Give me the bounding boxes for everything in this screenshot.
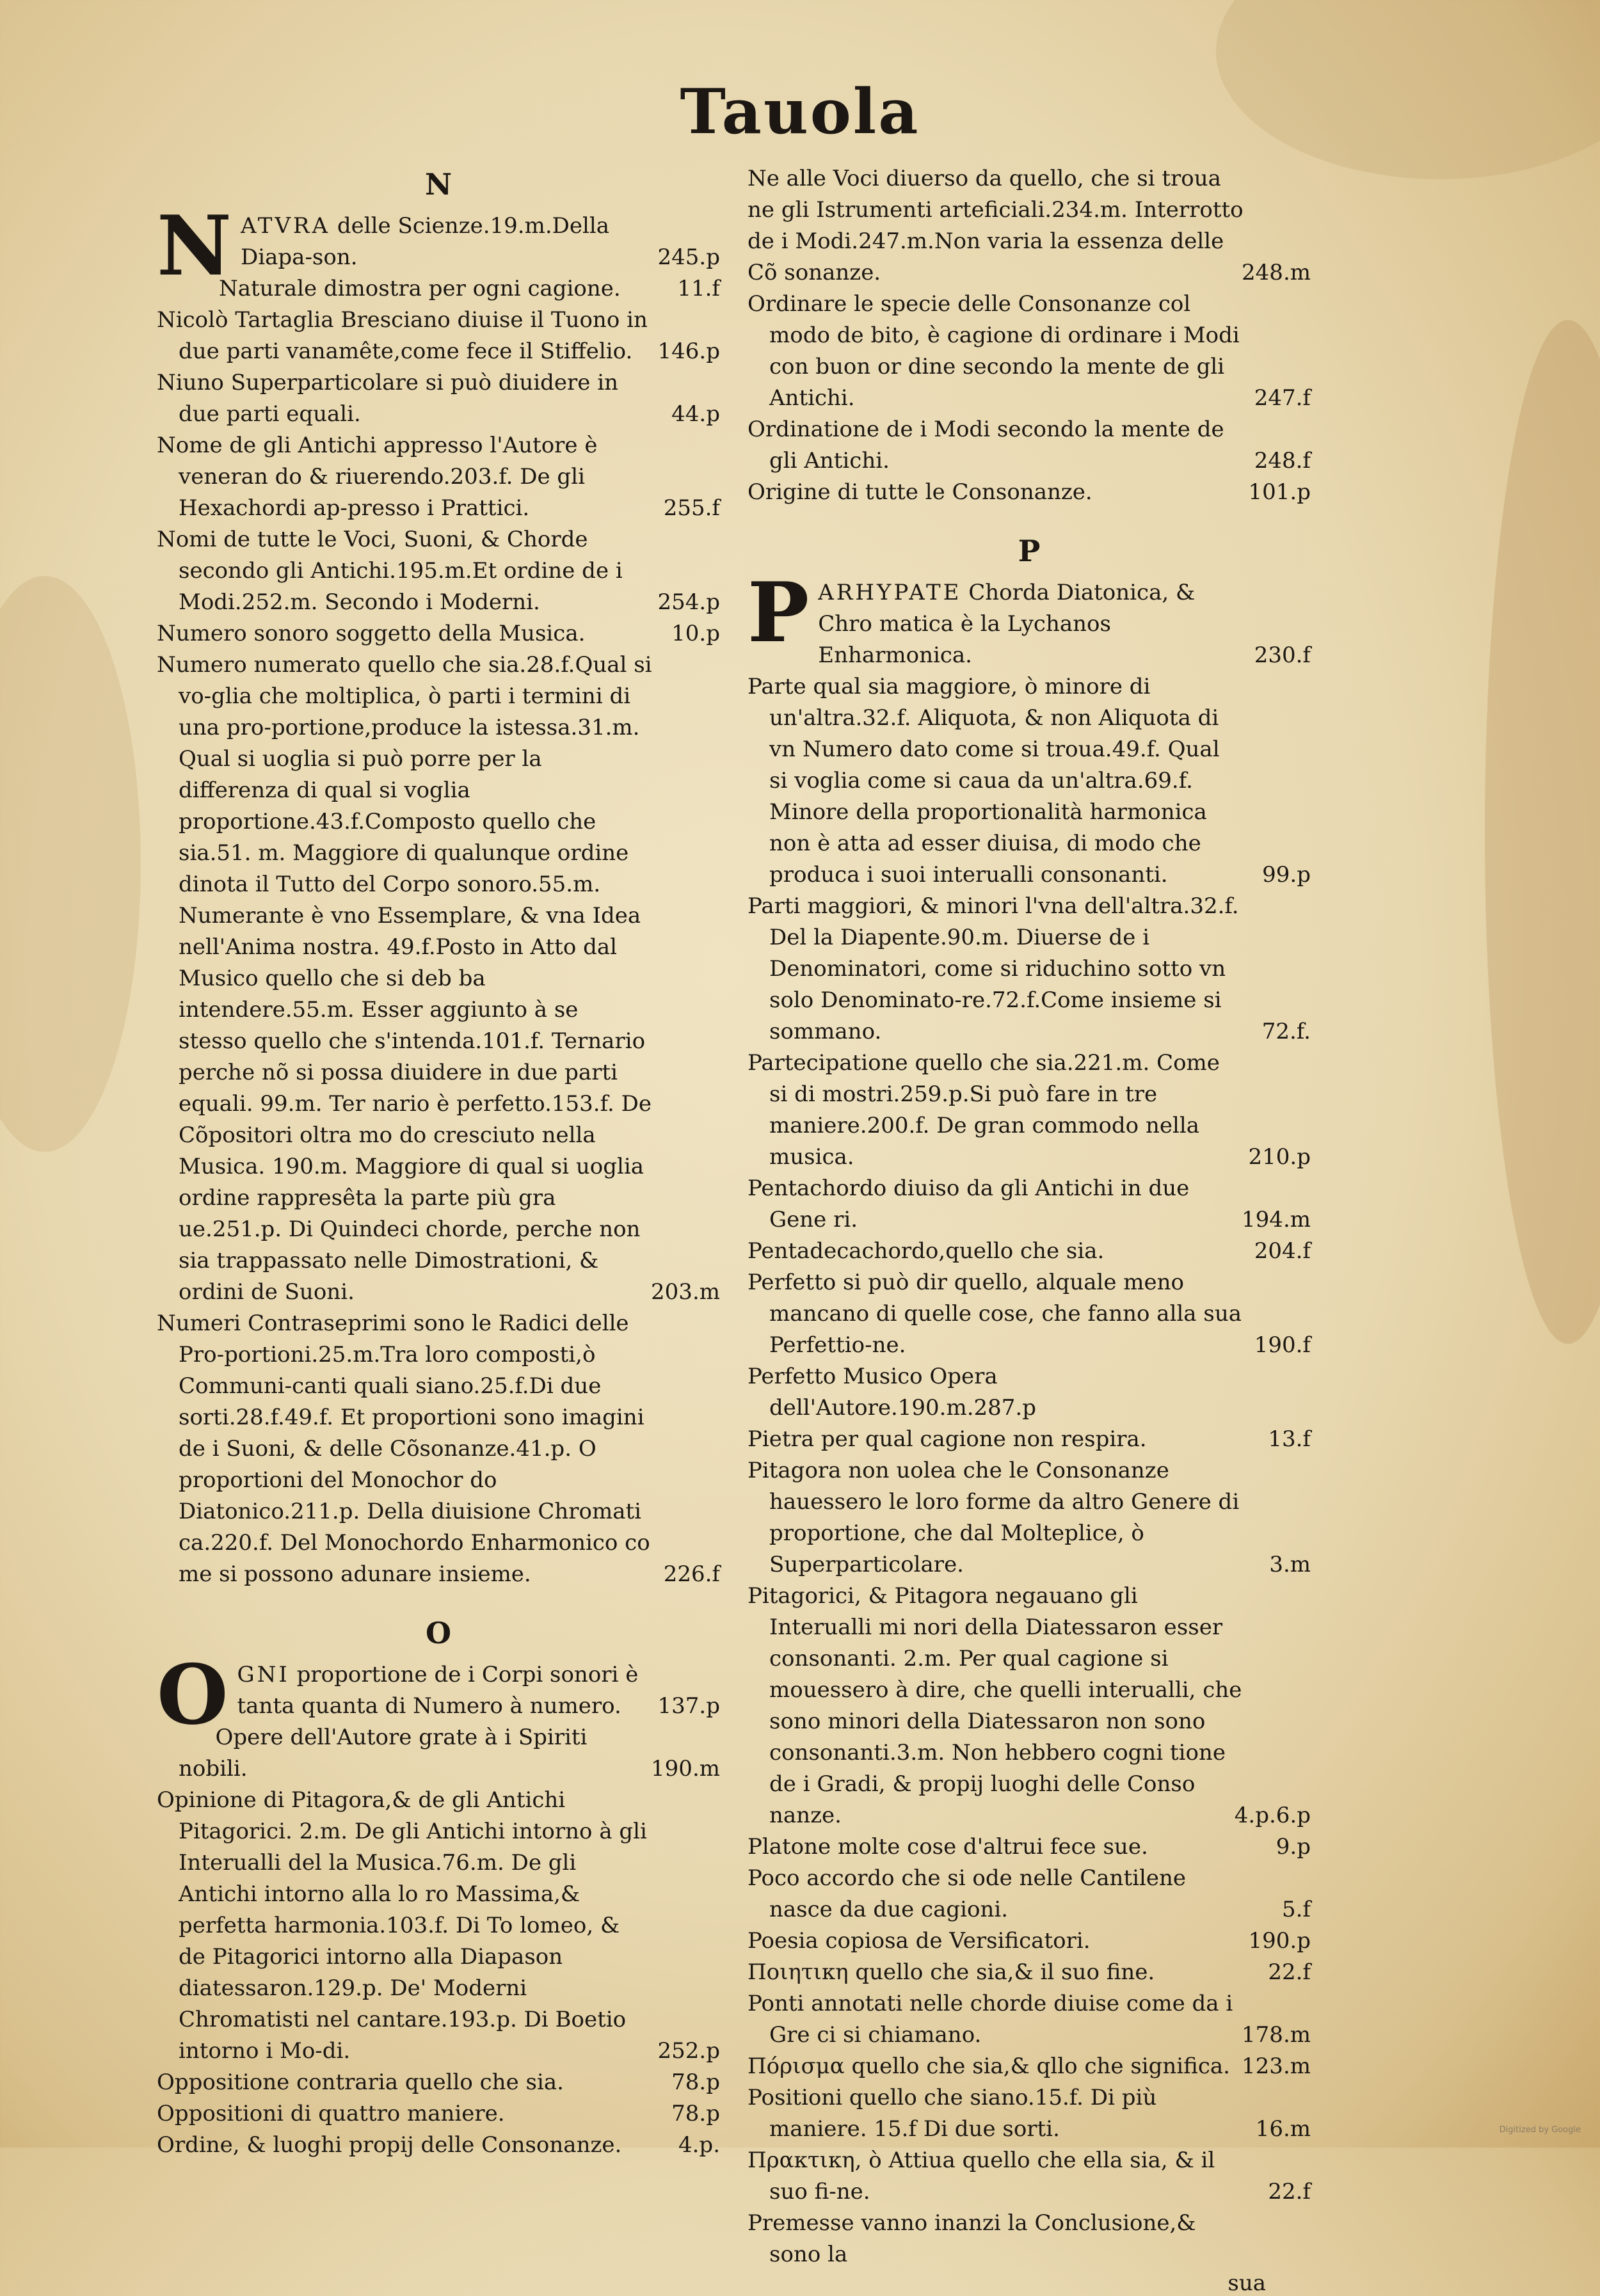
entry-text: Πρακτικη, ò Attiua quello che ella sia, & il suo fi-ne.: [748, 2148, 1215, 2204]
index-entry: [157, 1647, 720, 1743]
entry-text: Opere dell'Autore grate à i Spiriti nobili.: [179, 1725, 588, 1782]
index-entry: [748, 1863, 1311, 1925]
entry-text: proportione de i Corpi sonori è tanta quanta di Numero à numero.: [237, 1662, 639, 1719]
entry-page-ref: 254.p: [657, 589, 720, 615]
entry-page-ref: 123.m: [1242, 2053, 1311, 2079]
entry-text: Nicolò Tartaglia Bresciano diuise il Tuono in due parti vanamête,come fece il Stiffelio.: [157, 307, 648, 364]
index-entry: [157, 2098, 720, 2130]
index-entry: [748, 2051, 1311, 2082]
index-entry: [157, 650, 720, 1308]
index-entry: [157, 305, 720, 367]
entry-page-ref: 22.f: [1268, 1959, 1311, 1985]
index-entry: [748, 163, 1311, 289]
entry-text: Parte qual sia maggiore, ò minore di un'altra.32.f. Aliquota, & non Aliquota di vn Numero dato come si troua.49.f. Qual si voglia come si caua da un'altra.69.f. Minore della proportionalità harmonica non è atta ad esser diuisa, di modo che produca i suoi interualli consonanti.: [748, 674, 1220, 888]
index-entry: [748, 2082, 1311, 2145]
entry-text: Numeri Contraseprimi sono le Radici delle Pro-portioni.25.m.Tra loro composti,ò Communi-canti quali siano.25.f.Di due sorti.28.f.49.f. Et proportioni sono imagini de i Suoni, & delle Cõsonanze.41.p. O proportioni del Monochor do Diatonico.211.p. Della diuisione Chromati ca.220.f. Del Monochordo Enharmonico co me si possono adunare insieme.: [157, 1311, 650, 1587]
entry-page-ref: 190.p: [1248, 1928, 1311, 1954]
dropcap: O: [157, 1647, 228, 1743]
entry-text: Oppositioni di quattro maniere.: [157, 2101, 505, 2126]
digitized-watermark: Digitized by Google: [1499, 2125, 1581, 2135]
index-entry: [748, 1267, 1311, 1361]
index-entry: [748, 477, 1311, 508]
entry-page-ref: 78.p: [671, 2101, 720, 2126]
entry-page-ref: 4.p.: [678, 2132, 720, 2158]
index-entry: [748, 1424, 1311, 1455]
index-entry: [748, 671, 1311, 891]
entry-text: Ne alle Voci diuerso da quello, che si troua ne gli Istrumenti arteficiali.234.m. Interrotto de i Modi.247.m.Non varia la essenza delle Cõ sonanze.: [748, 166, 1244, 285]
entry-text: Partecipatione quello che sia.221.m. Come si di mostri.259.p.Si può fare in tre maniere.200.f. De gran commodo nella musica.: [748, 1050, 1220, 1170]
entry-lead: GNI: [237, 1662, 290, 1687]
index-entry: [157, 524, 720, 618]
index-entry: [748, 1581, 1311, 1831]
entry-text: Oppositione contraria quello che sia.: [157, 2069, 564, 2095]
entry-page-ref: 248.f: [1254, 448, 1311, 474]
entry-lead: ARHYPATE: [818, 580, 962, 605]
index-entry: [748, 2208, 1311, 2270]
entry-text: Ordinare le specie delle Consonanze col modo de bito, è cagione di ordinare i Modi con buon or dine secondo la mente de gli Antichi.: [748, 291, 1240, 411]
index-entry: [748, 1925, 1311, 1957]
entry-page-ref: 78.p: [671, 2069, 720, 2095]
entry-text: Pitagorici, & Pitagora negauano gli Interualli mi nori della Diatessaron esser consonanti. 2.m. Per qual cagione si mouessero à dire, che quelli interualli, che sono minori della Diatessaron non sono consonanti.3.m. Non hebbero cogni tione de i Gradi, & propij luoghi delle Conso nanze.: [748, 1583, 1242, 1828]
entry-text: Ordine, & luoghi propij delle Consonanze.: [157, 2132, 622, 2158]
entry-text: Premesse vanno inanzi la Conclusione,& sono la: [748, 2210, 1196, 2267]
entry-text: Perfetto Musico Opera dell'Autore.190.m.287.p: [748, 1364, 1036, 1421]
entry-text: Positioni quello che siano.15.f. Di più maniere. 15.f Di due sorti.: [748, 2085, 1157, 2142]
index-entry: [748, 1957, 1311, 1988]
index-entry: [748, 1236, 1311, 1267]
index-entry: [748, 565, 1311, 671]
entry-page-ref: 146.p: [657, 339, 720, 364]
entry-page-ref: 194.m: [1242, 1207, 1311, 1232]
entry-page-ref: 204.f: [1254, 1238, 1311, 1264]
entry-page-ref: 22.f: [1268, 2179, 1311, 2204]
entry-page-ref: 3.m: [1269, 1552, 1311, 1577]
index-entry: [748, 414, 1311, 477]
entry-text: Poco accordo che si ode nelle Cantilene nasce da due cagioni.: [748, 1865, 1186, 1922]
entry-page-ref: 245.p: [657, 244, 720, 270]
index-entry: [157, 430, 720, 524]
index-entry: [157, 273, 720, 305]
entry-text: Niuno Superparticolare si può diuidere in due parti equali.: [157, 370, 619, 427]
entry-text: delle Scienze.19.m.Della Diapa-son.: [241, 213, 610, 270]
entry-page-ref: 99.p: [1262, 862, 1311, 888]
entry-text: Nomi de tutte le Voci, Suoni, & Chorde secondo gli Antichi.195.m.Et ordine de i Modi.252.m. Secondo i Moderni.: [157, 527, 623, 615]
entry-page-ref: 9.p: [1276, 1834, 1311, 1860]
index-entry: [157, 1785, 720, 2067]
entry-page-ref: 5.f: [1281, 1897, 1311, 1922]
entry-page-ref: 13.f: [1268, 1426, 1311, 1452]
entry-text: Pentachordo diuiso da gli Antichi in due Gene ri.: [748, 1176, 1190, 1232]
entry-lead: ATVRA: [241, 213, 331, 239]
entry-page-ref: 4.p.6.p: [1234, 1803, 1311, 1828]
dropcap: P: [748, 565, 810, 661]
entry-text: Numero numerato quello che sia.28.f.Qual si vo-glia che moltiplica, ò parti i termini di una pro-portione,produce la istessa.31.m. Qual si uoglia si può porre per la differenza di qual si voglia proportione.43.f.Composto quello che sia.51. m. Maggiore di qualunque ordine dinota il Tutto del Corpo sonoro.55.m. Numerante è vno Essemplare, & vna Idea nell'Anima nostra. 49.f.Posto in Atto dal Musico quello che si deb ba intendere.55.m. Esser aggiunto à se stesso quello che s'intenda.101.f. Ternario perche nõ si possa diuidere in due parti equali. 99.m. Ter nario è perfetto.153.f. De Cõpositori oltra mo do cresciuto nella Musica. 190.m. Maggiore di qual si uoglia ordine rappresêta la parte più gra ue.251.p. Di Quindeci chorde, perche non sia trappassato nelle Dimostrationi, & ordini de Suoni.: [157, 652, 652, 1305]
entry-page-ref: 203.m: [651, 1279, 720, 1305]
entry-page-ref: 248.m: [1242, 260, 1311, 285]
index-entry: [748, 1988, 1311, 2051]
entry-text: Perfetto si può dir quello, alquale meno mancano di quelle cose, che fanno alla sua Perfettio-ne.: [748, 1270, 1242, 1358]
index-entry: [748, 1173, 1311, 1236]
entry-text: Pitagora non uolea che le Consonanze hauessero le loro forme da altro Genere di proportione, che dal Molteplice, ò Superparticolare.: [748, 1458, 1240, 1577]
section-letter-o: O: [425, 1616, 452, 1650]
entry-page-ref: 10.p: [671, 621, 720, 646]
entry-text: Naturale dimostra per ogni cagione.: [219, 276, 621, 301]
section-letter-n: N: [424, 167, 452, 202]
entry-text: Parti maggiori, & minori l'vna dell'altra.32.f. Del la Diapente.90.m. Diuerse de i Denominatori, come si riduchino sotto vn solo Denominato-re.72.f.Come insieme si sommano.: [748, 893, 1239, 1044]
entry-page-ref: 226.f: [663, 1561, 720, 1587]
entry-page-ref: 230.f: [1254, 642, 1311, 668]
entry-page-ref: 11.f: [677, 276, 720, 301]
index-entry: [157, 2067, 720, 2098]
entry-text: Platone molte cose d'altrui fece sue.: [748, 1834, 1148, 1860]
entry-page-ref: 190.f: [1254, 1332, 1311, 1358]
index-entry: [748, 2145, 1311, 2208]
entry-text: Chorda Diatonica, & Chro matica è la Lychanos Enharmonica.: [818, 580, 1196, 668]
entry-page-ref: 178.m: [1242, 2022, 1311, 2048]
entry-page-ref: 44.p: [671, 401, 720, 427]
index-entry: [748, 289, 1311, 414]
entry-text: Nome de gli Antichi appresso l'Autore è veneran do & riuerendo.203.f. De gli Hexachordi ap-presso i Prattici.: [157, 433, 598, 521]
index-entry: [748, 1455, 1311, 1581]
catchword: sua: [1228, 2270, 1266, 2296]
entry-page-ref: 190.m: [651, 1756, 720, 1782]
dropcap: N: [157, 198, 232, 294]
page-stain: [0, 576, 141, 1152]
index-entry: [157, 1308, 720, 1590]
right-column: [748, 163, 1311, 2296]
entry-text: Pentadecachordo,quello che sia.: [748, 1238, 1105, 1264]
index-entry: [157, 1722, 720, 1785]
entry-page-ref: 16.m: [1255, 2116, 1311, 2142]
section-letter-p: P: [1018, 534, 1041, 568]
page-title: Tauola: [680, 76, 920, 148]
entry-text: Poesia copiosa de Versificatori.: [748, 1928, 1091, 1954]
index-entry: [748, 1831, 1311, 1863]
entry-text: Pietra per qual cagione non respira.: [748, 1426, 1147, 1452]
entry-text: Numero sonoro soggetto della Musica.: [157, 621, 586, 646]
entry-page-ref: 252.p: [657, 2038, 720, 2064]
index-entry: [748, 891, 1311, 1048]
entry-page-ref: 101.p: [1248, 479, 1311, 505]
entry-text: Origine di tutte le Consonanze.: [748, 479, 1092, 505]
entry-text: Πόρισμα quello che sia,& qllo che significa.: [748, 2053, 1230, 2079]
entry-page-ref: 72.f.: [1261, 1019, 1311, 1044]
entry-text: Opinione di Pitagora,& de gli Antichi Pitagorici. 2.m. De gli Antichi intorno à gli Interualli del la Musica.76.m. De gli Antichi intorno alla lo ro Massima,& perfetta harmonia.103.f. Di To lomeo, & de Pitagorici intorno alla Diapason diatessaron.129.p. De' Moderni Chromatisti nel cantare.193.p. Di Boetio intorno i Mo-di.: [157, 1787, 647, 2064]
page-stain: [1485, 320, 1600, 1344]
index-entry: [157, 618, 720, 650]
index-entry: [157, 2130, 720, 2161]
entry-page-ref: 137.p: [657, 1693, 720, 1719]
entry-text: Ordinatione de i Modi secondo la mente de gli Antichi.: [748, 417, 1224, 474]
index-entry: [748, 1361, 1311, 1424]
entry-page-ref: 210.p: [1248, 1144, 1311, 1170]
entry-text: Ποιητικη quello che sia,& il suo fine.: [748, 1959, 1155, 1985]
entry-text: Ponti annotati nelle chorde diuise come da i Gre ci si chiamano.: [748, 1991, 1233, 2048]
left-column: [157, 163, 720, 2161]
index-entry: [748, 1048, 1311, 1173]
entry-page-ref: 255.f: [663, 495, 720, 521]
index-entry: [157, 367, 720, 430]
entry-page-ref: 247.f: [1254, 385, 1311, 411]
